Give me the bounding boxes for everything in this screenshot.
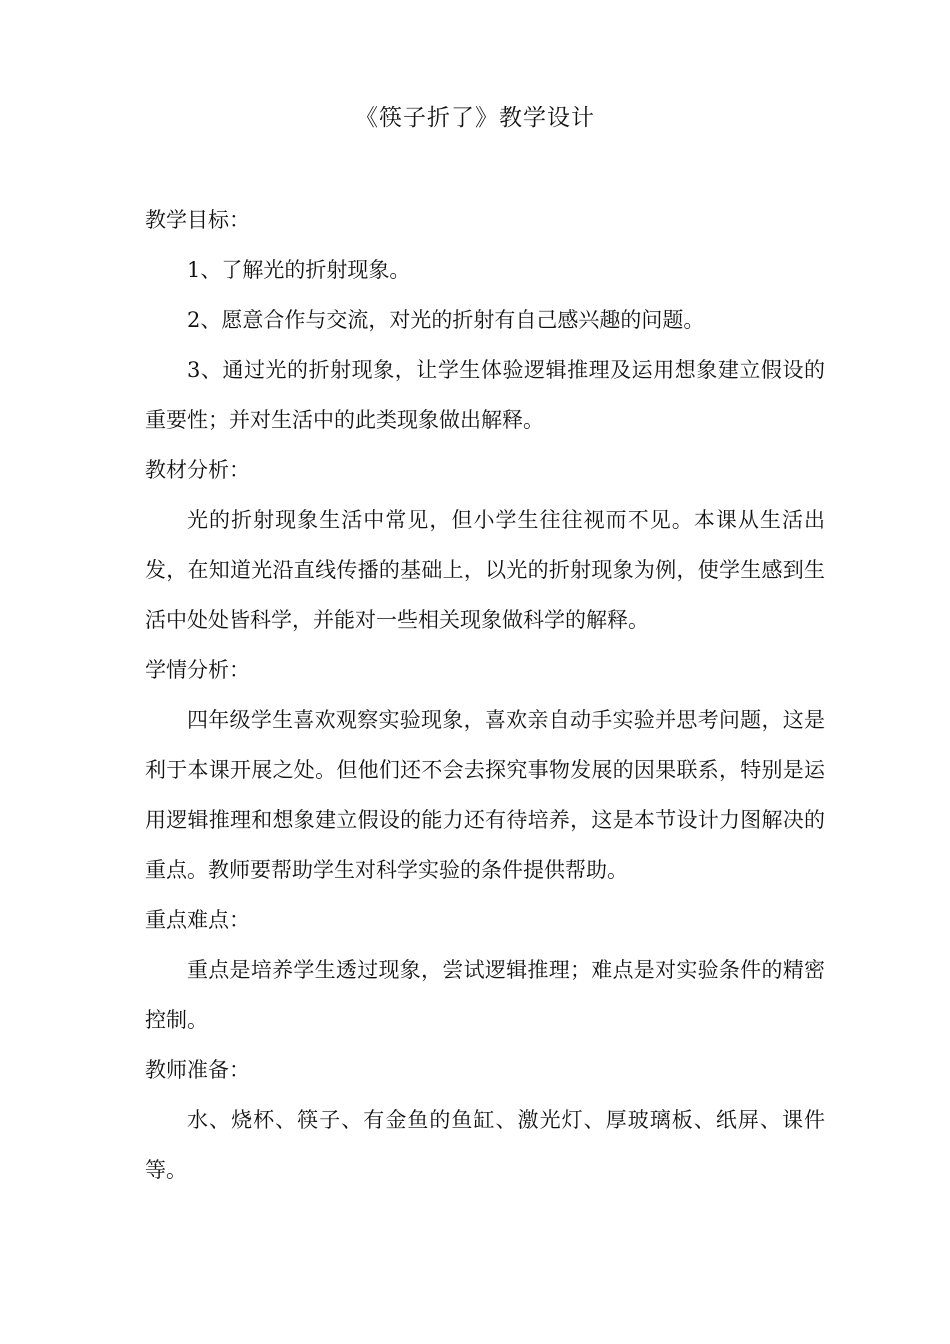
section-heading-objectives: 教学目标：	[145, 208, 250, 232]
student-analysis-paragraph: 四年级学生喜欢观察实验现象，喜欢亲自动手实验并思考问题，这是利于本课开展之处。但他们还不会去探究事物发展的因果联系，特别是运用逻辑推理和想象建立假设的能力还有待培养，这是本节设计力图解决的重点。教师要帮助学生对科学实验的条件提供帮助。	[145, 708, 825, 882]
objective-item-1: 1、了解光的折射现象。	[187, 258, 411, 282]
key-points-paragraph: 重点是培养学生透过现象，尝试逻辑推理；难点是对实验条件的精密控制。	[145, 958, 825, 1032]
section-heading-key-points: 重点难点：	[145, 908, 250, 932]
teacher-preparation-paragraph: 水、烧杯、筷子、有金鱼的鱼缸、激光灯、厚玻璃板、纸屏、课件等。	[145, 1108, 825, 1182]
objective-item-2: 2、愿意合作与交流，对光的折射有自己感兴趣的问题。	[187, 308, 705, 332]
document-body	[145, 195, 825, 1195]
section-heading-material-analysis: 教材分析：	[145, 458, 250, 482]
section-heading-student-analysis: 学情分析：	[145, 658, 250, 682]
document-title: 《筷子折了》教学设计	[355, 105, 595, 131]
objective-item-3: 3、通过光的折射现象，让学生体验逻辑推理及运用想象建立假设的重要性；并对生活中的此类现象做出解释。	[145, 358, 825, 432]
material-analysis-paragraph: 光的折射现象生活中常见，但小学生往往视而不见。本课从生活出发，在知道光沿直线传播的基础上，以光的折射现象为例，使学生感到生活中处处皆科学，并能对一些相关现象做科学的解释。	[145, 508, 825, 632]
section-heading-teacher-preparation: 教师准备：	[145, 1058, 250, 1082]
